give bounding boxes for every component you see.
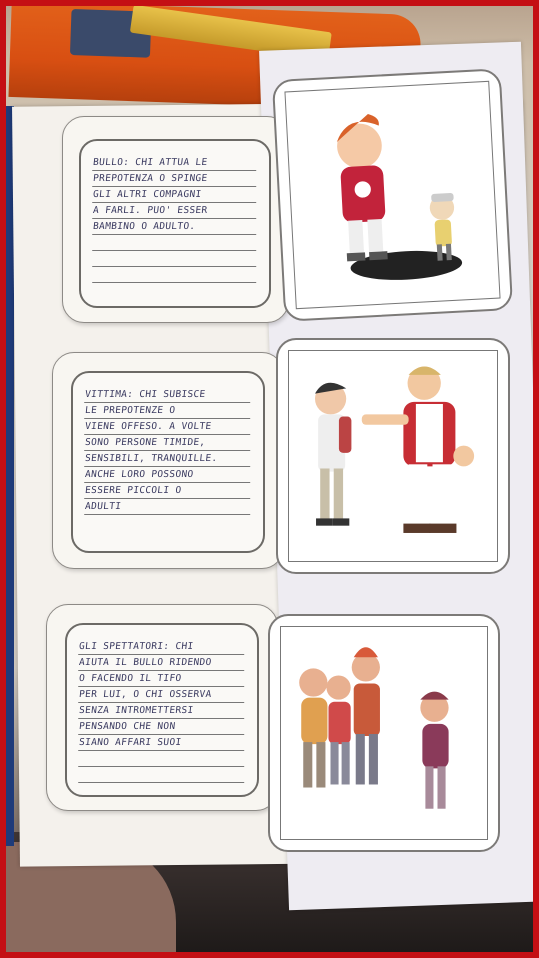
text-line: LE PREPOTENZE O — [84, 403, 252, 419]
text-line: PER LUI, O CHI OSSERVA — [78, 687, 246, 703]
text-line: PENSANDO CHE NON — [78, 719, 246, 735]
text-flap-3 — [46, 604, 278, 811]
text-flap-2 — [52, 352, 284, 569]
text-line: SIANO AFFARI SUOI — [78, 735, 246, 751]
text-line: GLI ALTRI COMPAGNI — [92, 187, 258, 203]
text-line: ANCHE LORO POSSONO — [84, 467, 252, 483]
text-line: BULLO: CHI ATTUA LE — [92, 155, 258, 171]
text-line: VIENE OFFESO. A VOLTE — [84, 419, 252, 435]
text-card-3 — [65, 623, 259, 797]
picture-frame-3 — [280, 626, 488, 840]
picture-card-3 — [268, 614, 500, 852]
picture-frame-2 — [288, 350, 498, 562]
text-line: PREPOTENZA O SPINGE — [92, 171, 258, 187]
text-card-2 — [71, 371, 265, 553]
picture-card-2 — [276, 338, 510, 574]
bully-and-small-kid-illustration — [285, 82, 499, 308]
picture-frame-1 — [284, 81, 500, 309]
text-card-1 — [79, 139, 271, 308]
text-lines-1 — [93, 155, 257, 283]
bully-pointing-at-victim-illustration — [289, 351, 497, 561]
text-line: ADULTI — [84, 499, 252, 515]
text-line: GLI SPETTATORI: CHI — [78, 639, 246, 655]
text-lines-3 — [79, 639, 245, 783]
text-lines-2 — [85, 387, 251, 515]
text-line — [92, 251, 258, 267]
text-flap-1 — [62, 116, 289, 323]
text-line: A FARLI. PUO' ESSER — [92, 203, 258, 219]
text-line: VITTIMA: CHI SUBISCE — [84, 387, 252, 403]
text-line: SONO PERSONE TIMIDE, — [84, 435, 252, 451]
text-line — [78, 767, 246, 783]
text-line — [92, 235, 258, 251]
text-line: ESSERE PICCOLI O — [84, 483, 252, 499]
text-line: BAMBINO O ADULTO. — [92, 219, 258, 235]
picture-card-1 — [272, 68, 513, 322]
text-line: O FACENDO IL TIFO — [78, 671, 246, 687]
text-line: SENZA INTROMETTERSI — [78, 703, 246, 719]
text-line: AIUTA IL BULLO RIDENDO — [78, 655, 246, 671]
text-line — [78, 751, 246, 767]
group-laughing-at-child-illustration — [281, 627, 487, 839]
text-line: SENSIBILI, TRANQUILLE. — [84, 451, 252, 467]
text-line — [92, 267, 258, 283]
photo — [6, 6, 533, 952]
